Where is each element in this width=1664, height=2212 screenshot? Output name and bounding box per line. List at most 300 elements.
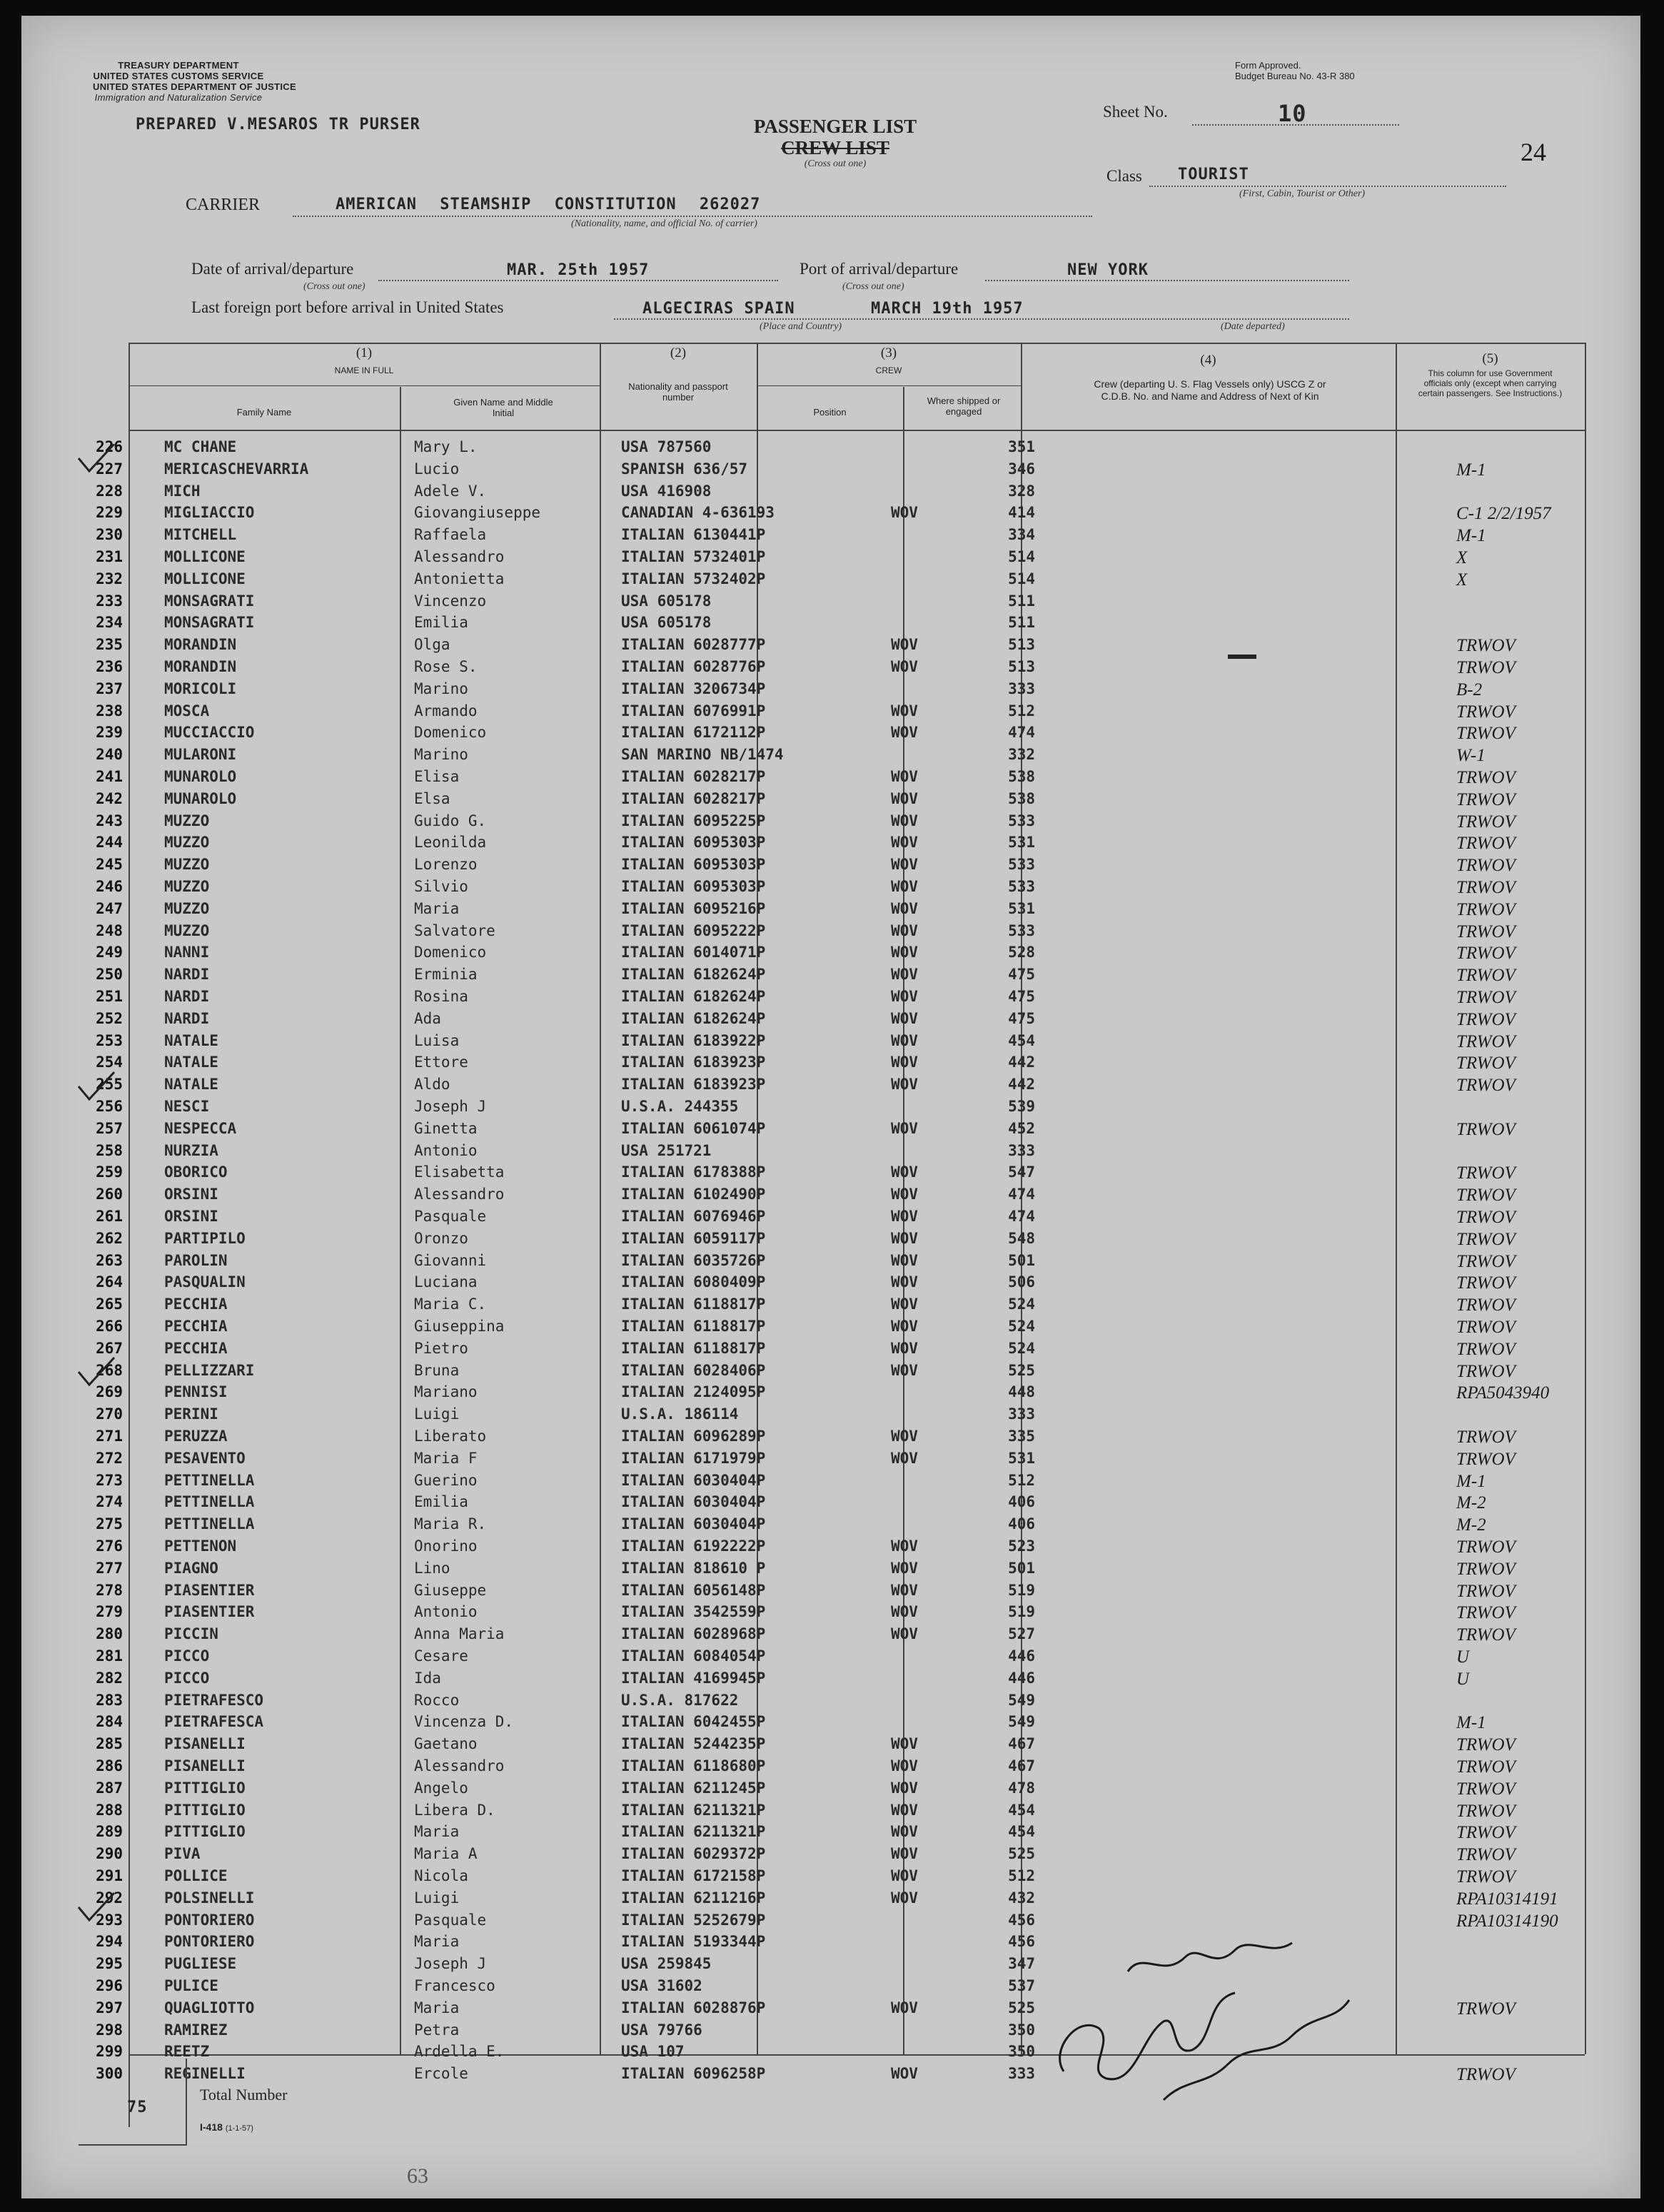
given-name: Vincenzo: [414, 592, 487, 610]
row-number: 294: [96, 1933, 123, 1951]
government-annotation: TRWOV: [1456, 899, 1516, 919]
nationality-passport: ITALIAN 6211321P: [621, 1823, 766, 1841]
list-title: [728, 116, 942, 170]
nationality-passport: USA 107: [621, 2043, 685, 2061]
given-name: Maria: [414, 1999, 460, 2016]
government-annotation: TRWOV: [1456, 1867, 1516, 1887]
family-name: PISANELLI: [164, 1757, 246, 1774]
shipped-engaged: 531: [1008, 834, 1035, 852]
nationality-passport: ITALIAN 6192222P: [621, 1537, 766, 1555]
table-row: [21, 1976, 1640, 1997]
table-row: [21, 1206, 1640, 1228]
family-name: PITTIGLIO: [164, 1823, 246, 1841]
row-number: 293: [96, 1911, 123, 1929]
government-annotation: TRWOV: [1456, 878, 1516, 897]
row-number: 260: [96, 1186, 123, 1203]
given-name: Mary L.: [414, 438, 478, 455]
family-name: PICCO: [164, 1647, 210, 1665]
family-name: PIAGNO: [164, 1559, 218, 1577]
government-annotation: M-1: [1456, 1471, 1486, 1491]
form-date: (1-1-57): [225, 2124, 253, 2133]
crew-position: WOV: [891, 1625, 918, 1643]
given-name: Antonio: [414, 1603, 478, 1621]
shipped-engaged: 334: [1008, 526, 1035, 544]
nationality-passport: ITALIAN 6178388P: [621, 1163, 766, 1181]
given-name: Marino: [414, 680, 468, 697]
row-number: 267: [96, 1339, 123, 1357]
government-annotation: TRWOV: [1456, 1339, 1516, 1359]
crew-position: WOV: [891, 1999, 918, 2016]
given-name: Maria: [414, 1933, 460, 1951]
shipped-engaged: 351: [1008, 438, 1035, 455]
margin-check-marks: [64, 444, 128, 2050]
family-name: NARDI: [164, 966, 210, 984]
family-name: MUZZO: [164, 834, 210, 852]
government-annotation: TRWOV: [1456, 1845, 1516, 1865]
nationality-passport: ITALIAN 6118680P: [621, 1757, 766, 1774]
nationality-passport: ITALIAN 6014071P: [621, 944, 766, 961]
row-number: 283: [96, 1691, 123, 1709]
nationality-passport: USA 605178: [621, 592, 712, 610]
table-row: [21, 459, 1640, 480]
shipped-engaged: 511: [1008, 592, 1035, 610]
crew-position: WOV: [891, 1559, 918, 1577]
nationality-passport: ITALIAN 6056148P: [621, 1581, 766, 1599]
crew-position: WOV: [891, 1361, 918, 1379]
family-name: PIASENTIER: [164, 1603, 255, 1621]
last-port-date: MARCH 19th 1957: [871, 300, 1024, 318]
nationality-passport: ITALIAN 3542559P: [621, 1603, 766, 1621]
nationality-passport: ITALIAN 6211321P: [621, 1801, 766, 1819]
table-row: [21, 1646, 1640, 1667]
dash-mark: [1228, 655, 1256, 659]
given-name: Luigi: [414, 1405, 460, 1423]
government-annotation: TRWOV: [1456, 658, 1516, 677]
col4-number: (4): [1200, 353, 1216, 368]
table-row: [21, 1822, 1640, 1843]
nationality-passport: ITALIAN 6059117P: [621, 1229, 766, 1247]
crew-position: WOV: [891, 1845, 918, 1863]
government-annotation: TRWOV: [1456, 856, 1516, 876]
nationality-passport: ITALIAN 6183923P: [621, 1054, 766, 1071]
table-row: [21, 1931, 1640, 1953]
row-number: 236: [96, 658, 123, 675]
government-annotation: TRWOV: [1456, 1296, 1516, 1315]
shipped-engaged: 454: [1008, 1031, 1035, 1049]
nationality-passport: ITALIAN 6076946P: [621, 1208, 766, 1225]
shipped-engaged: 467: [1008, 1735, 1035, 1753]
form-number: [200, 2121, 253, 2133]
shipped-engaged: 474: [1008, 1208, 1035, 1225]
row-number: 274: [96, 1493, 123, 1511]
shipped-engaged: 452: [1008, 1119, 1035, 1137]
shipped-engaged: 512: [1008, 1867, 1035, 1884]
carrier-value: AMERICAN STEAMSHIP CONSTITUTION 262027: [336, 196, 761, 213]
family-name: PERINI: [164, 1405, 218, 1423]
given-name: Gaetano: [414, 1735, 478, 1753]
nationality-passport: ITALIAN 6095303P: [621, 878, 766, 895]
nationality-passport: ITALIAN 6095222P: [621, 921, 766, 939]
table-row: [21, 1338, 1640, 1360]
given-name: Domenico: [414, 724, 487, 742]
nationality-passport: ITALIAN 5732401P: [621, 548, 766, 565]
shipped-engaged: 524: [1008, 1339, 1035, 1357]
class-note: (First, Cabin, Tourist or Other): [1239, 188, 1366, 199]
table-row: [21, 591, 1640, 612]
table-row: [21, 1866, 1640, 1887]
table-row: [21, 2020, 1640, 2041]
table-row: [21, 744, 1640, 766]
nationality-passport: ITALIAN 6130441P: [621, 526, 766, 544]
given-name: Pasquale: [414, 1208, 487, 1225]
row-number: 243: [96, 812, 123, 829]
row-number: 272: [96, 1449, 123, 1467]
row-number: 230: [96, 526, 123, 544]
crew-position: WOV: [891, 856, 918, 874]
shipped-engaged: 346: [1008, 460, 1035, 478]
crew-position: WOV: [891, 1735, 918, 1753]
shipped-engaged: 332: [1008, 746, 1035, 764]
col1-number: (1): [356, 345, 373, 360]
row-number: 248: [96, 921, 123, 939]
shipped-engaged: 547: [1008, 1163, 1035, 1181]
family-name: MITCHELL: [164, 526, 237, 544]
government-annotation: TRWOV: [1456, 1559, 1516, 1579]
crew-position: WOV: [891, 1537, 918, 1555]
given-name: Pietro: [414, 1339, 468, 1357]
family-name: POLSINELLI: [164, 1889, 255, 1907]
given-name: Giovanni: [414, 1251, 487, 1269]
family-name: PETTINELLA: [164, 1471, 255, 1489]
nationality-passport: ITALIAN 6102490P: [621, 1186, 766, 1203]
row-number: 232: [96, 570, 123, 587]
table-row: [21, 657, 1640, 678]
crew-position: WOV: [891, 1273, 918, 1291]
crew-position: WOV: [891, 1581, 918, 1599]
shipped-engaged: 514: [1008, 548, 1035, 565]
government-annotation: TRWOV: [1456, 1625, 1516, 1645]
shipped-engaged: 511: [1008, 614, 1035, 632]
row-number: 262: [96, 1229, 123, 1247]
table-row: [21, 899, 1640, 920]
row-number: 254: [96, 1054, 123, 1071]
nationality-passport: ITALIAN 6182624P: [621, 1009, 766, 1027]
nationality-passport: ITALIAN 5244235P: [621, 1735, 766, 1753]
col4-title: Crew (departing U. S. Flag Vessels only) USCG Z or C.D.B. No. and Name and Address of Next of Kin: [1094, 378, 1326, 402]
crew-position: WOV: [891, 768, 918, 785]
table-row: [21, 547, 1640, 568]
inspector-signature: [1021, 1907, 1363, 2107]
shipped-engaged: 506: [1008, 1273, 1035, 1291]
family-name: MOLLICONE: [164, 570, 246, 587]
nationality-passport: SAN MARINO NB/1474: [621, 746, 784, 764]
agency-header: [93, 60, 296, 103]
government-annotation: TRWOV: [1456, 812, 1516, 832]
given-name: Lino: [414, 1559, 450, 1577]
given-name: Erminia: [414, 966, 478, 984]
government-annotation: TRWOV: [1456, 1428, 1516, 1447]
given-name: Maria A: [414, 1845, 478, 1863]
shipped-engaged: 549: [1008, 1713, 1035, 1731]
pencil-number: 63: [407, 2164, 428, 2188]
family-name: MUNAROLO: [164, 789, 237, 807]
table-row: [21, 525, 1640, 546]
table-row: [21, 701, 1640, 722]
table-row: [21, 1251, 1640, 1272]
col1-title: NAME IN FULL: [334, 365, 394, 375]
family-name: PESAVENTO: [164, 1449, 246, 1467]
row-number: 273: [96, 1471, 123, 1489]
row-number: 257: [96, 1119, 123, 1137]
check-mark-icon: [79, 444, 114, 471]
given-name: Maria F: [414, 1449, 478, 1467]
nationality-passport: ITALIAN 6029372P: [621, 1845, 766, 1863]
given-name: Alessandro: [414, 1757, 505, 1774]
table-row: [21, 1888, 1640, 1909]
given-name: Joseph J: [414, 1955, 487, 1973]
government-annotation: TRWOV: [1456, 2065, 1516, 2085]
government-annotation: TRWOV: [1456, 1449, 1516, 1469]
form-approved-line-2: Budget Bureau No. 43-R 380: [1235, 71, 1355, 81]
family-name: PETTINELLA: [164, 1515, 255, 1533]
row-number: 289: [96, 1823, 123, 1841]
government-annotation: M-2: [1456, 1493, 1486, 1513]
family-name: NARDI: [164, 1009, 210, 1027]
given-name: Maria C.: [414, 1296, 487, 1313]
nationality-passport: ITALIAN 5252679P: [621, 1911, 766, 1929]
government-annotation: U: [1456, 1647, 1470, 1667]
crew-position: WOV: [891, 1119, 918, 1137]
nationality-passport: ITALIAN 6076991P: [621, 702, 766, 719]
last-port-label: Last foreign port before arrival in United States: [191, 298, 504, 316]
check-mark-icon: [79, 1893, 114, 1920]
row-number: 253: [96, 1031, 123, 1049]
shipped-engaged: 524: [1008, 1318, 1035, 1335]
given-name: Francesco: [414, 1977, 495, 1994]
nationality-passport: ITALIAN 6096258P: [621, 2065, 766, 2083]
shipped-engaged: 512: [1008, 1471, 1035, 1489]
government-annotation: M-1: [1456, 526, 1486, 546]
family-name: NESCI: [164, 1098, 210, 1115]
nationality-passport: ITALIAN 6028217P: [621, 768, 766, 785]
last-port-value: ALGECIRAS SPAIN: [642, 300, 795, 318]
government-annotation: TRWOV: [1456, 636, 1516, 656]
table-row: [21, 1272, 1640, 1293]
crew-position: WOV: [891, 1339, 918, 1357]
shipped-engaged: 328: [1008, 482, 1035, 500]
given-name: Lucio: [414, 460, 460, 478]
carrier-note: (Nationality, name, and official No. of carrier): [571, 218, 757, 229]
family-name: MULARONI: [164, 746, 237, 764]
nationality-passport: USA 31602: [621, 1977, 702, 1994]
government-annotation: TRWOV: [1456, 921, 1516, 941]
government-annotation: TRWOV: [1456, 1251, 1516, 1271]
shipped-engaged: 335: [1008, 1428, 1035, 1445]
family-name: MOSCA: [164, 702, 210, 719]
table-row: [21, 767, 1640, 788]
crew-position: WOV: [891, 878, 918, 895]
family-name: REGINELLI: [164, 2065, 246, 2083]
row-number: 287: [96, 1779, 123, 1797]
given-name: Leonilda: [414, 834, 487, 852]
table-row: [21, 1844, 1640, 1865]
row-number: 261: [96, 1208, 123, 1225]
government-annotation: U: [1456, 1669, 1470, 1689]
table-row: [21, 1690, 1640, 1712]
given-name: Rocco: [414, 1691, 460, 1709]
crew-position: WOV: [891, 812, 918, 829]
crew-position: WOV: [891, 1208, 918, 1225]
row-number: 268: [96, 1361, 123, 1379]
government-annotation: TRWOV: [1456, 1757, 1516, 1777]
table-row: [21, 1404, 1640, 1425]
table-row: [21, 1074, 1640, 1096]
date-note: (Date departed): [1221, 321, 1285, 332]
given-name: Ida: [414, 1669, 441, 1687]
row-number: 296: [96, 1977, 123, 1994]
table-row: [21, 942, 1640, 964]
government-annotation: W-1: [1456, 746, 1486, 766]
government-annotation: TRWOV: [1456, 1318, 1516, 1337]
col3-title: CREW: [875, 365, 902, 375]
given-name: Elsa: [414, 789, 450, 807]
nationality-passport: ITALIAN 6095216P: [621, 899, 766, 917]
given-name: Luigi: [414, 1889, 460, 1907]
table-row: [21, 1448, 1640, 1470]
nationality-passport: USA 605178: [621, 614, 712, 632]
given-name: Petra: [414, 2021, 460, 2039]
row-number: 240: [96, 746, 123, 764]
crew-position: WOV: [891, 1076, 918, 1094]
shipped-engaged: 514: [1008, 570, 1035, 587]
shipped-engaged: 549: [1008, 1691, 1035, 1709]
given-name: Ada: [414, 1009, 441, 1027]
government-annotation: X: [1456, 570, 1468, 590]
family-name: PITTIGLIO: [164, 1801, 246, 1819]
agency-line-2: UNITED STATES CUSTOMS SERVICE: [93, 71, 264, 81]
government-annotation: TRWOV: [1456, 1779, 1516, 1799]
table-row: [21, 789, 1640, 810]
table-row: [21, 437, 1640, 458]
family-name: NATALE: [164, 1054, 218, 1071]
table-row: [21, 679, 1640, 700]
shipped-engaged: 519: [1008, 1581, 1035, 1599]
given-name: Antonio: [414, 1141, 478, 1159]
government-annotation: TRWOV: [1456, 966, 1516, 986]
row-number: 295: [96, 1955, 123, 1973]
table-row: [21, 1228, 1640, 1250]
table-row: [21, 1734, 1640, 1755]
crew-position: WOV: [891, 724, 918, 742]
family-name: MUZZO: [164, 878, 210, 895]
table-row: [21, 1141, 1640, 1162]
nationality-passport: ITALIAN 6172112P: [621, 724, 766, 742]
row-number: 300: [96, 2065, 123, 2083]
shipped-engaged: 475: [1008, 988, 1035, 1005]
government-annotation: RPA5043940: [1456, 1383, 1550, 1403]
government-annotation: TRWOV: [1456, 702, 1516, 722]
family-name: PIETRAFESCO: [164, 1691, 264, 1709]
place-note: (Place and Country): [760, 321, 842, 332]
family-name: NURZIA: [164, 1141, 218, 1159]
nationality-passport: ITALIAN 6035726P: [621, 1251, 766, 1269]
row-number: 238: [96, 702, 123, 719]
given-name: Maria: [414, 899, 460, 917]
shipped-engaged: 527: [1008, 1625, 1035, 1643]
given-name: Antonietta: [414, 570, 505, 587]
arrival-underline: [378, 280, 778, 281]
shipped-engaged: 525: [1008, 1845, 1035, 1863]
table-row: [21, 1558, 1640, 1580]
table-row: [21, 877, 1640, 898]
family-name: PECCHIA: [164, 1339, 228, 1357]
table-row: [21, 1470, 1640, 1492]
family-name: PONTORIERO: [164, 1911, 255, 1929]
government-annotation: TRWOV: [1456, 1186, 1516, 1206]
crew-position: WOV: [891, 789, 918, 807]
row-number: 275: [96, 1515, 123, 1533]
shipped-engaged: 432: [1008, 1889, 1035, 1907]
shipped-engaged: 519: [1008, 1603, 1035, 1621]
crew-position: WOV: [891, 1186, 918, 1203]
given-name: Luciana: [414, 1273, 478, 1291]
class-value: TOURIST: [1178, 166, 1249, 183]
carrier-label: CARRIER: [186, 196, 261, 214]
nationality-passport: ITALIAN 6171979P: [621, 1449, 766, 1467]
form-approved: [1235, 60, 1355, 81]
government-annotation: X: [1456, 548, 1468, 567]
government-annotation: M-1: [1456, 460, 1486, 480]
nationality-passport: ITALIAN 6080409P: [621, 1273, 766, 1291]
row-number: 250: [96, 966, 123, 984]
shipped-engaged: 350: [1008, 2021, 1035, 2039]
given-name: Pasquale: [414, 1911, 487, 1929]
government-annotation: M-1: [1456, 1713, 1486, 1733]
total-number-value: 75: [127, 2099, 148, 2116]
check-mark-icon: [79, 1358, 114, 1385]
row-number: 280: [96, 1625, 123, 1643]
government-annotation: TRWOV: [1456, 988, 1516, 1007]
shipped-engaged: 501: [1008, 1559, 1035, 1577]
shipped-engaged: 474: [1008, 1186, 1035, 1203]
shipped-engaged: 414: [1008, 504, 1035, 522]
col3-number: (3): [880, 345, 897, 360]
shipped-engaged: 538: [1008, 789, 1035, 807]
table-row: [21, 964, 1640, 986]
shipped-engaged: 524: [1008, 1296, 1035, 1313]
table-row: [21, 1778, 1640, 1799]
nationality-passport: USA 416908: [621, 482, 712, 500]
crew-position: WOV: [891, 1296, 918, 1313]
family-name: MUZZO: [164, 899, 210, 917]
shipped-engaged: 446: [1008, 1669, 1035, 1687]
shipped-engaged: 475: [1008, 966, 1035, 984]
row-number: 281: [96, 1647, 123, 1665]
check-mark-icon: [79, 1072, 114, 1099]
nationality-passport: USA 79766: [621, 2021, 702, 2039]
port-note: (Cross out one): [842, 281, 904, 292]
rule-col3-sub: [757, 385, 1021, 386]
given-name: Alessandro: [414, 548, 505, 565]
crew-position: WOV: [891, 1867, 918, 1884]
table-row: [21, 1998, 1640, 2019]
row-number: 249: [96, 944, 123, 961]
given-name: Cesare: [414, 1647, 468, 1665]
nationality-passport: ITALIAN 5732402P: [621, 570, 766, 587]
family-name: PISANELLI: [164, 1735, 246, 1753]
shipped-engaged: 533: [1008, 856, 1035, 874]
family-name: PARTIPILO: [164, 1229, 246, 1247]
